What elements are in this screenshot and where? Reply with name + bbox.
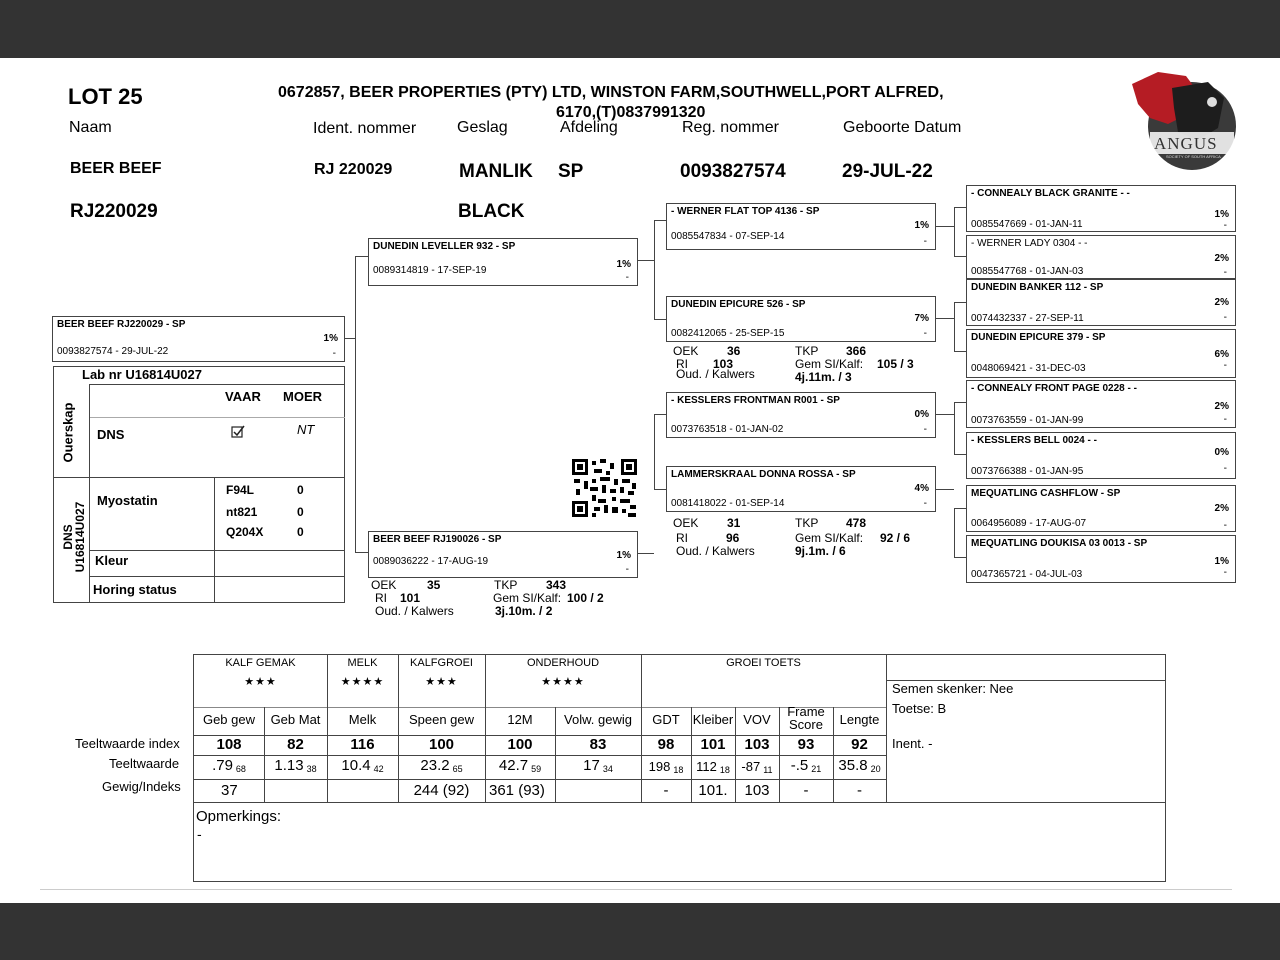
ebv-index-value: 103 <box>744 736 770 753</box>
ebv-teeltwaarde-value: -.5 21 <box>790 757 822 774</box>
pedigree-self: BEER BEEF RJ220029 - SP 1% 0093827574 - 29-JUL-22 - <box>52 316 345 362</box>
lab-number: Lab nr U16814U027 <box>82 367 202 382</box>
ebv-accuracy: 59 <box>531 764 542 774</box>
label-geslag: Geslag <box>457 119 508 136</box>
ebv-teeltwaarde-value: 42.7 59 <box>498 757 542 774</box>
ebv-accuracy: 18 <box>719 765 730 775</box>
ebv-col-header: VOV <box>743 712 771 727</box>
ebv-accuracy: 21 <box>811 764 822 774</box>
ebv-gewig-value: 103 <box>744 782 770 799</box>
ebv-teeltwaarde-value: 198 18 <box>648 759 684 775</box>
row-label-index: Teeltwaarde index <box>75 736 180 751</box>
pedigree-gg-7: MEQUATLING CASHFLOW - SP 2% 0064956089 - 17-AUG-07 - <box>966 485 1236 532</box>
animal-name: BEER BEEF <box>70 160 162 177</box>
horing-label: Horing status <box>93 582 177 597</box>
ebv-group-3: KALFGROEI <box>410 657 473 669</box>
breeder-line-1: 0672857, BEER PROPERTIES (PTY) LTD, WINSTON FARM,SOUTHWELL,PORT ALFRED, <box>278 84 944 101</box>
top-dark-bar <box>0 0 1280 58</box>
ebv-teeltwaarde-value: 17 34 <box>583 757 613 774</box>
ebv-gewig-value: 361 (93) <box>489 782 545 799</box>
opmerkings-label: Opmerkings: <box>196 808 282 825</box>
animal-reg: 0093827574 <box>680 161 786 182</box>
ebv-index-value: 93 <box>797 736 815 753</box>
ebv-teeltwaarde-value: 35.8 20 <box>838 757 881 774</box>
pedigree-gg-4: DUNEDIN EPICURE 379 - SP 6% 0048069421 - 31-DEC-03 - <box>966 329 1236 378</box>
row-label-gewig: Gewig/Indeks <box>102 779 181 794</box>
pedigree-gg-3: DUNEDIN BANKER 112 - SP 2% 0074432337 - 27-SEP-11 - <box>966 279 1236 326</box>
pedigree-gg-5: - CONNEALY FRONT PAGE 0228 - - 2% 0073763559 - 01-JAN-99 - <box>966 380 1236 428</box>
ebv-index-value: 98 <box>657 736 675 753</box>
ebv-teeltwaarde-value: 112 18 <box>696 759 730 775</box>
checkbox-icon <box>231 425 245 439</box>
ebv-index-value: 92 <box>851 736 868 753</box>
ebv-gewig-value: - <box>803 782 809 799</box>
ebv-accuracy: 68 <box>235 764 246 774</box>
ebv-group-stars-2: ★★★★ <box>340 676 385 688</box>
myostatin-q204x-value: 0 <box>297 525 304 539</box>
ebv-col-line <box>641 655 642 802</box>
ebv-col-header: Volw. gewig <box>564 712 632 727</box>
ebv-col-header: Lengte <box>839 712 880 727</box>
vaar-label: VAAR <box>225 389 261 404</box>
ebv-teeltwaarde-value: -87 11 <box>741 759 773 775</box>
qr-code <box>572 459 637 517</box>
ebv-col-header: Geb gew <box>202 712 256 727</box>
ebv-col-header: Speen gew <box>408 712 475 727</box>
row-label-teeltwaarde: Teeltwaarde <box>109 756 180 771</box>
ebv-accuracy: 42 <box>373 764 384 774</box>
animal-ident: RJ 220029 <box>314 161 393 178</box>
ebv-teeltwaarde-value: 23.2 65 <box>420 757 463 774</box>
label-ident: Ident. nommer <box>313 120 417 137</box>
ebv-group-2: MELK <box>347 657 378 669</box>
ebv-gewig-value: 244 (92) <box>413 782 470 799</box>
label-naam: Naam <box>69 119 112 136</box>
ebv-accuracy: 18 <box>673 765 684 775</box>
ebv-accuracy: 38 <box>306 764 317 774</box>
moer-dns-value: NT <box>297 422 315 437</box>
pedigree-dam: BEER BEEF RJ190026 - SP 1% 0089036222 - 17-AUG-19 - <box>368 531 638 578</box>
opmerkings-value: - <box>197 826 202 842</box>
ebv-accuracy: 20 <box>870 764 881 774</box>
animal-sex: MANLIK <box>459 161 533 182</box>
ebv-col-header: Geb Mat <box>270 712 321 727</box>
ebv-group-stars-3: ★★★ <box>425 676 458 688</box>
myostatin-f94l: F94L <box>226 483 255 497</box>
myostatin-f94l-value: 0 <box>297 483 304 497</box>
lot-number: LOT 25 <box>68 84 143 109</box>
myostatin-nt821: nt821 <box>226 505 258 519</box>
ebv-group-stars-4: ★★★★ <box>541 676 585 688</box>
lab-table <box>53 366 345 603</box>
ebv-teeltwaarde-value: .79 68 <box>212 757 246 774</box>
pedigree-sire-dam: DUNEDIN EPICURE 526 - SP 7% 0082412065 - 25-SEP-15 - <box>666 296 936 342</box>
ebv-gewig-value: - <box>857 782 862 799</box>
dns-side-label: DNS U16814U027 <box>61 501 87 573</box>
animal-id2: RJ220029 <box>70 201 158 222</box>
logo-text: ANGUS <box>1154 134 1218 153</box>
pedigree-sire-sire: - WERNER FLAT TOP 4136 - SP 1% 0085547834 - 07-SEP-14 - <box>666 203 936 250</box>
ebv-index-value: 116 <box>350 736 375 753</box>
semen-skenker: Semen skenker: Nee <box>892 681 1014 696</box>
ebv-accuracy: 34 <box>602 764 613 774</box>
ebv-index-value: 83 <box>589 736 607 753</box>
angus-logo <box>1128 68 1238 176</box>
ebv-col-header: Melk <box>348 712 377 727</box>
ebv-accuracy: 11 <box>763 765 773 775</box>
kleur-label: Kleur <box>95 553 129 568</box>
pedigree-gg-8: MEQUATLING DOUKISA 03 0013 - SP 1% 0047365721 - 04-JUL-03 - <box>966 535 1236 583</box>
ebv-teeltwaarde-value: 1.13 38 <box>274 757 317 774</box>
dns-label: DNS <box>97 427 125 442</box>
pedigree-gg-1: - CONNEALY BLACK GRANITE - - 1% 0085547669 - 01-JAN-11 - <box>966 185 1236 232</box>
label-geboorte: Geboorte Datum <box>843 119 962 136</box>
ebv-gewig-value: 37 <box>221 782 238 799</box>
pedigree-gg-2: - WERNER LADY 0304 - - 2% 0085547768 - 01-JAN-03 - <box>966 235 1236 279</box>
animal-dob: 29-JUL-22 <box>842 161 933 182</box>
ebv-gewig-value: 101. <box>698 782 728 799</box>
ebv-gewig-value: - <box>663 782 669 799</box>
moer-label: MOER <box>283 389 322 404</box>
animal-section: SP <box>558 161 584 182</box>
ebv-group-stars-1: ★★★ <box>244 676 277 688</box>
pedigree-dam-dam: LAMMERSKRAAL DONNA ROSSA - SP 4% 0081418022 - 01-SEP-14 - <box>666 466 936 512</box>
label-afdeling: Afdeling <box>560 119 618 136</box>
ebv-index-value: 82 <box>287 736 304 753</box>
ebv-index-value: 108 <box>216 736 242 753</box>
ebv-index-value: 100 <box>507 736 533 753</box>
ebv-col-header: GDT <box>652 712 680 727</box>
breeder-line-2: 6170,(T)0837991320 <box>556 104 706 121</box>
myostatin-nt821-value: 0 <box>297 505 304 519</box>
pedigree-gg-6: - KESSLERS BELL 0024 - - 0% 0073766388 - 01-JAN-95 - <box>966 432 1236 479</box>
ebv-col-header: 12M <box>507 712 533 727</box>
label-reg: Reg. nommer <box>682 119 779 136</box>
logo-subtext: SOCIETY OF SOUTH AFRICA <box>1166 154 1221 159</box>
ebv-index-value: 100 <box>428 736 455 753</box>
myostatin-label: Myostatin <box>97 493 158 508</box>
ouerskap-label: Ouerskap <box>60 402 76 463</box>
ebv-group-4: ONDERHOUD <box>526 657 600 669</box>
animal-color: BLACK <box>458 201 525 222</box>
toetse: Toetse: B <box>892 701 947 716</box>
ebv-group-1: KALF GEMAK <box>225 657 296 669</box>
ebv-col-header: Kleiber <box>692 712 734 727</box>
ebv-col-header: Frame Score <box>787 704 825 732</box>
ebv-index-value: 101 <box>700 736 726 753</box>
ebv-teeltwaarde-value: 10.4 42 <box>341 757 384 774</box>
ebv-table <box>193 654 1166 882</box>
ebv-group-5: GROEI TOETS <box>726 657 801 669</box>
myostatin-q204x: Q204X <box>226 525 264 539</box>
pedigree-dam-sire: - KESSLERS FRONTMAN R001 - SP 0% 0073763518 - 01-JAN-02 - <box>666 392 936 438</box>
inent: Inent. - <box>892 736 933 751</box>
pedigree-sire: DUNEDIN LEVELLER 932 - SP 1% 0089314819 - 17-SEP-19 - <box>368 238 638 286</box>
page-divider <box>40 889 1232 890</box>
bottom-dark-bar <box>0 903 1280 960</box>
ebv-accuracy: 65 <box>452 764 463 774</box>
